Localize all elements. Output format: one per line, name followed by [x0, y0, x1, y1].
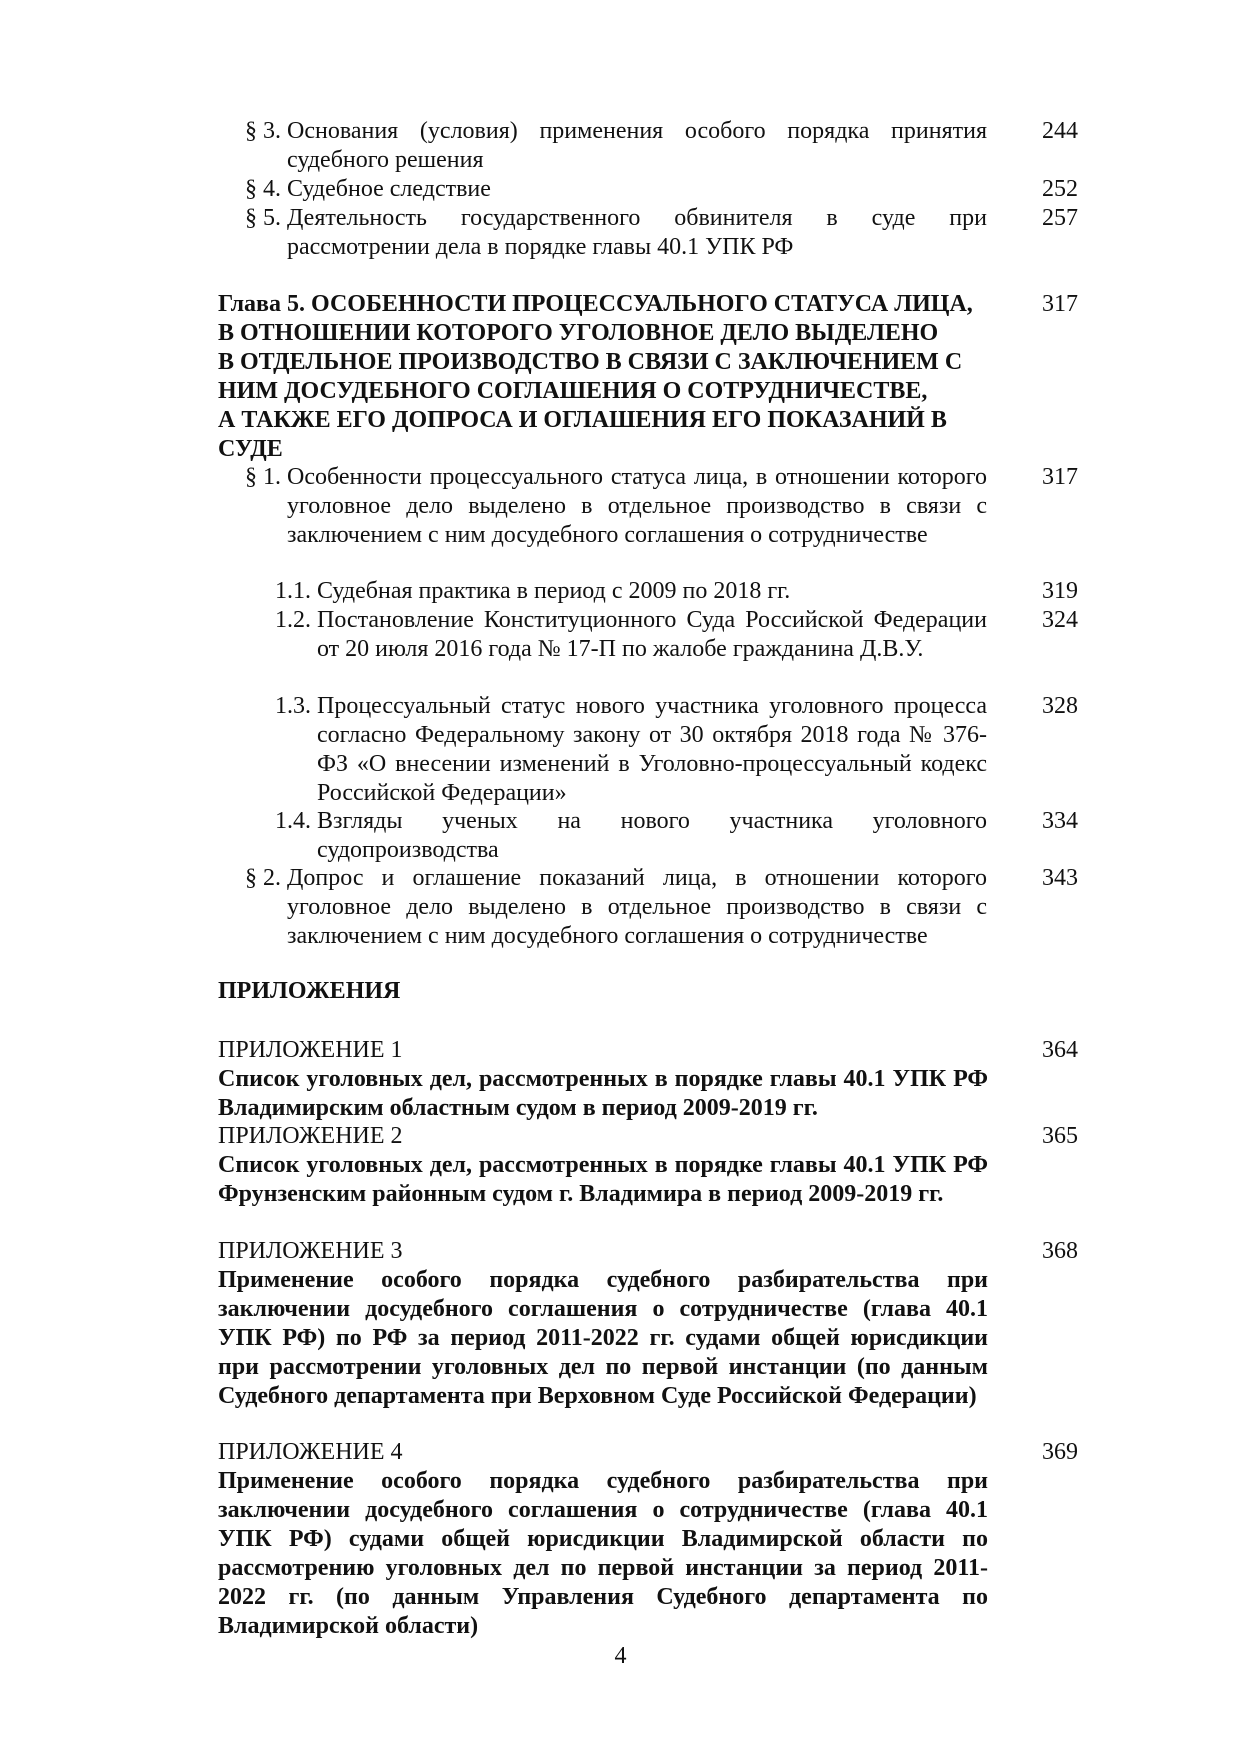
toc-entry-s3	[245, 117, 987, 175]
toc-entry-title: Особенности процессуального статуса лица, в отношении которого уголовное дело выделено в отдельное производство в связи с заключением с ним досудебного соглашения о сотрудничестве	[287, 464, 987, 548]
toc-entry-page: 328	[1042, 693, 1078, 719]
appendix-1-title: Список уголовных дел, рассмотренных в порядке главы 40.1 УПК РФ Владимирским областным судом в период 2009-2019 гг.	[218, 1066, 988, 1121]
chapter-title-line: В ОТНОШЕНИИ КОТОРОГО УГОЛОВНОЕ ДЕЛО ВЫДЕЛЕНО	[218, 320, 939, 346]
toc-entry-title: Деятельность государственного обвинителя в суде при рассмотрении дела в порядке главы 40.1 УПК РФ	[287, 205, 987, 260]
appendix-4-page: 369	[1042, 1439, 1078, 1465]
toc-entry-number: 1.4.	[275, 808, 317, 834]
appendix-3-label: ПРИЛОЖЕНИЕ 3	[218, 1238, 403, 1264]
toc-entry-number: 1.3.	[275, 693, 317, 719]
toc-entry-c5s1	[245, 463, 987, 550]
toc-entry-number: § 5.	[245, 205, 287, 231]
toc-entry-page: 252	[1042, 176, 1078, 202]
toc-entry-s4	[245, 175, 987, 204]
toc-entry-page: 334	[1042, 808, 1078, 834]
toc-entry-number: 1.2.	[275, 607, 317, 633]
appendix-2-page: 365	[1042, 1123, 1078, 1149]
appendix-4-label: ПРИЛОЖЕНИЕ 4	[218, 1439, 403, 1465]
toc-entry-number: 1.1.	[275, 578, 317, 604]
toc-entry-title: Судебное следствие	[287, 176, 491, 202]
chapter-title-line: А ТАКЖЕ ЕГО ДОПРОСА И ОГЛАШЕНИЯ ЕГО ПОКАЗАНИЙ В	[218, 407, 947, 433]
toc-entry-page: 319	[1042, 578, 1078, 604]
toc-entry-page: 343	[1042, 865, 1078, 891]
toc-entry-page: 324	[1042, 607, 1078, 633]
appendices-heading: ПРИЛОЖЕНИЯ	[218, 978, 401, 1004]
appendix-2-label: ПРИЛОЖЕНИЕ 2	[218, 1123, 403, 1149]
appendix-4-title: Применение особого порядка судебного разбирательства при заключении досудебного соглашения о сотрудничестве (глава 40.1 УПК РФ) судами общей юрисдикции Владимирской области по рассмотрению уголовных дел по первой инстанции за период 2011-2022 гг. (по данным Управления Судебного департамента по Владимирской области)	[218, 1468, 988, 1639]
appendix-1-label: ПРИЛОЖЕНИЕ 1	[218, 1037, 403, 1063]
toc-entry-c5s2	[245, 864, 987, 951]
toc-entry-title: Процессуальный статус нового участника уголовного процесса согласно Федеральному закону от 30 октября 2018 года № 376-ФЗ «О внесении изменений в Уголовно-процессуальный кодекс Российской Федерации»	[317, 693, 987, 806]
toc-entry-c5s1-4	[275, 807, 987, 865]
toc-entry-title: Взгляды ученых на нового участника уголовного судопроизводства	[317, 808, 987, 863]
toc-entry-page: 317	[1042, 464, 1078, 490]
toc-entry-title: Постановление Конституционного Суда Российской Федерации от 20 июля 2016 года № 17-П по жалобе гражданина Д.В.У.	[317, 607, 987, 662]
chapter-5-title	[218, 290, 983, 464]
toc-entry-number: § 1.	[245, 464, 287, 490]
toc-entry-c5s1-2	[275, 606, 987, 664]
toc-entry-number: § 2.	[245, 865, 287, 891]
toc-entry-page: 244	[1042, 118, 1078, 144]
chapter-title-line: СУДЕ	[218, 436, 283, 462]
chapter-title-line: В ОТДЕЛЬНОЕ ПРОИЗВОДСТВО В СВЯЗИ С ЗАКЛЮЧЕНИЕМ С	[218, 349, 963, 375]
page-number: 4	[614, 1643, 627, 1669]
toc-entry-number: § 4.	[245, 176, 287, 202]
toc-entry-number: § 3.	[245, 118, 287, 144]
appendix-2-title: Список уголовных дел, рассмотренных в порядке главы 40.1 УПК РФ Фрунзенским районным судом г. Владимира в период 2009-2019 гг.	[218, 1152, 988, 1207]
toc-entry-title: Допрос и оглашение показаний лица, в отношении которого уголовное дело выделено в отдельное производство в связи с заключением с ним досудебного соглашения о сотрудничестве	[287, 865, 987, 949]
chapter-title-line: НИМ ДОСУДЕБНОГО СОГЛАШЕНИЯ О СОТРУДНИЧЕСТВЕ,	[218, 378, 928, 404]
appendix-3-page: 368	[1042, 1238, 1078, 1264]
chapter-5-page: 317	[1042, 291, 1078, 317]
appendix-3-title: Применение особого порядка судебного разбирательства при заключении досудебного соглашения о сотрудничестве (глава 40.1 УПК РФ) по РФ за период 2011-2022 гг. судами общей юрисдикции при рассмотрении уголовных дел по первой инстанции (по данным Судебного департамента при Верховном Суде Российской Федерации)	[218, 1267, 988, 1409]
toc-entry-s5	[245, 204, 987, 262]
toc-entry-title: Судебная практика в период с 2009 по 2018 гг.	[317, 578, 791, 604]
toc-entry-c5s1-3	[275, 692, 987, 808]
toc-entry-c5s1-1	[275, 577, 987, 606]
appendix-1-page: 364	[1042, 1037, 1078, 1063]
toc-entry-page: 257	[1042, 205, 1078, 231]
chapter-title-line: Глава 5. ОСОБЕННОСТИ ПРОЦЕССУАЛЬНОГО СТАТУСА ЛИЦА,	[218, 291, 973, 317]
toc-entry-title: Основания (условия) применения особого порядка принятия судебного решения	[287, 118, 987, 173]
